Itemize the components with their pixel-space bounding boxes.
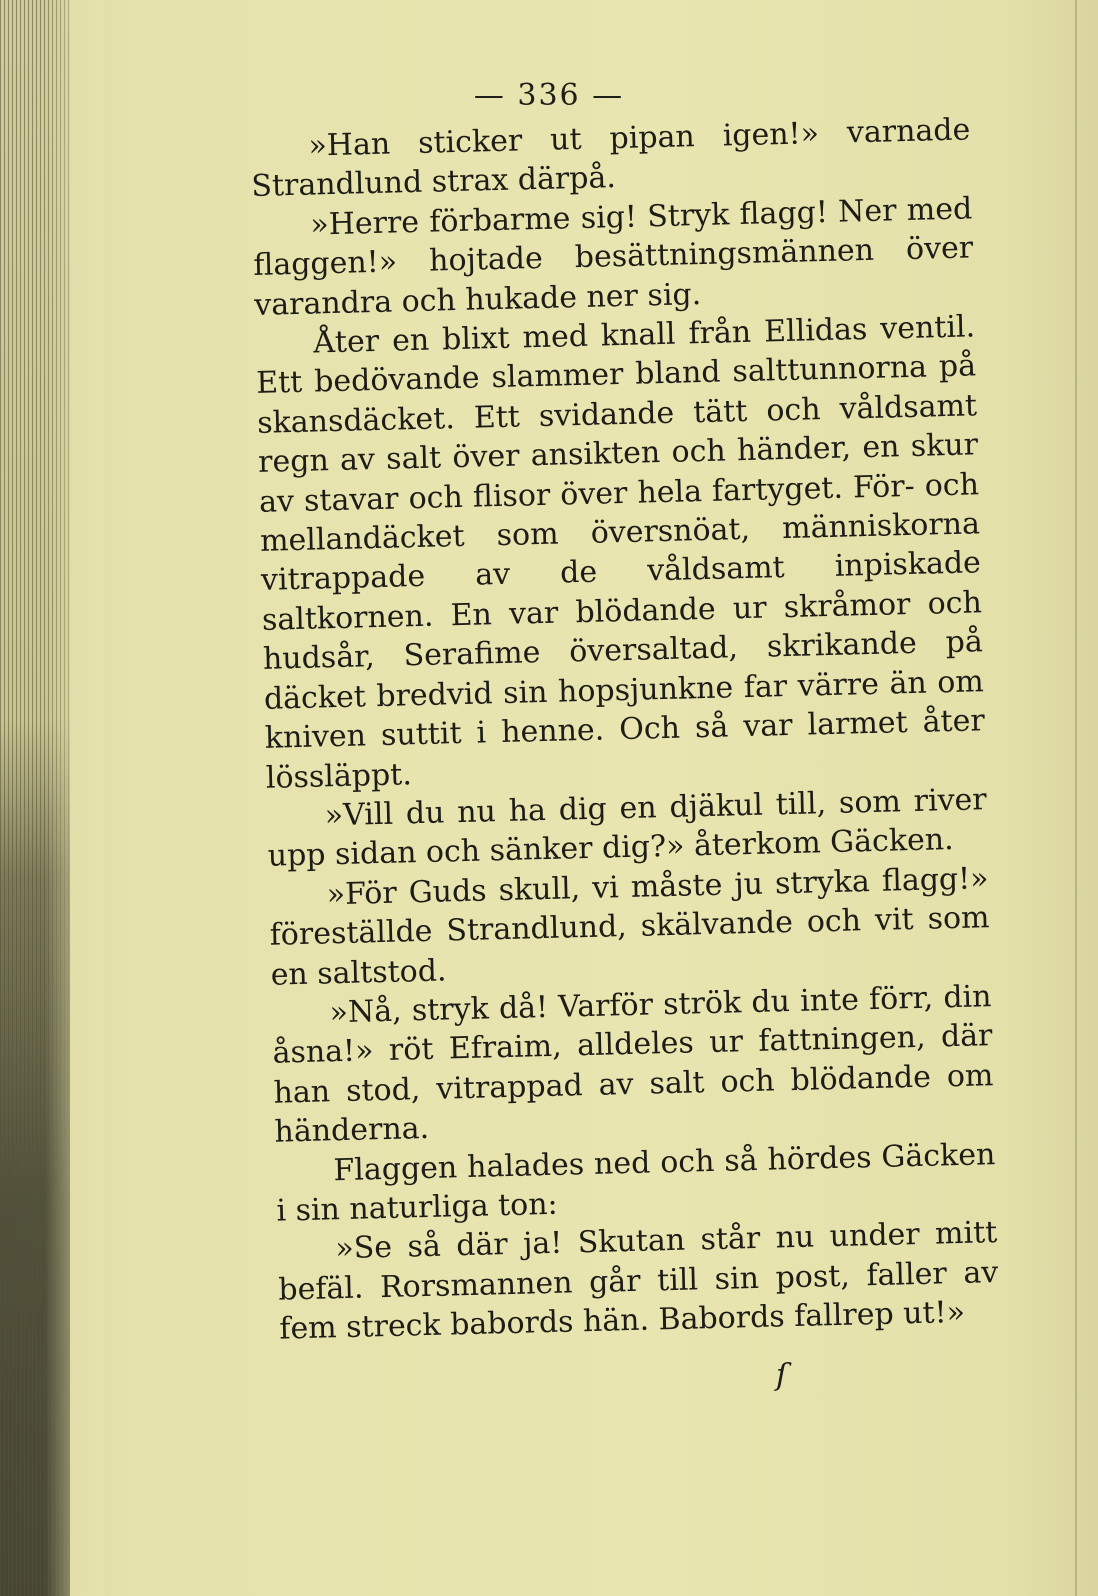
stray-pen-mark: ſ (776, 1358, 788, 1393)
right-margin-line (1075, 0, 1077, 1596)
paragraph: »Nå, stryk då! Varför strök du inte förr, din åsna!» röt Efraim, alldeles ur fattningen, där han stod, vitrappad av salt och blödande om händerna. (272, 979, 994, 1150)
paragraph: »Herre förbarme sig! Stryk flagg! Ner med flaggen!» hojtade besättningsmännen över varandra och hukade ner sig. (252, 191, 974, 323)
paragraph: »Se så där ja! Skutan står nu under mitt befäl. Rorsmannen går till sin post, faller av fem streck babords hän. Babords fallrep ut!» (277, 1215, 999, 1347)
page-number: — 336 — (473, 78, 625, 113)
paragraph: »Han sticker ut pipan igen!» varnade Strandlund strax därpå. (251, 112, 971, 205)
paragraph: »För Guds skull, vi måste ju stryka flagg!» föreställde Strandlund, skälvande och vit som en saltstod. (269, 860, 990, 993)
page-edge-fade (45, 0, 105, 1596)
paragraph: Åter en blixt med knall från Ellidas ventil. Ett bedövande slammer bland salttunnorna på skansdäcket. Ett svidande tätt och våldsamt regn av salt över ansikten och händer, en skur av stavar och flisor över hela fartyget. För- och mellandäcket som översnöat, människorna vitrappade av de våldsamt inpiskade saltkornen. En var blödande ur skråmor och hudsår, Serafime översaltad, skrikande på däcket bredvid sin hopsjunkne far värre än om kniven suttit i henne. Och så var larmet åter lössläppt. (255, 309, 986, 796)
body-text (250, 110, 1000, 1349)
paragraph: »Vill du nu ha dig en djäkul till, som river upp sidan och sänker dig?» återkom Gäcken. (267, 782, 988, 875)
paragraph: Flaggen halades ned och så hördes Gäcken i sin naturliga ton: (276, 1136, 996, 1229)
